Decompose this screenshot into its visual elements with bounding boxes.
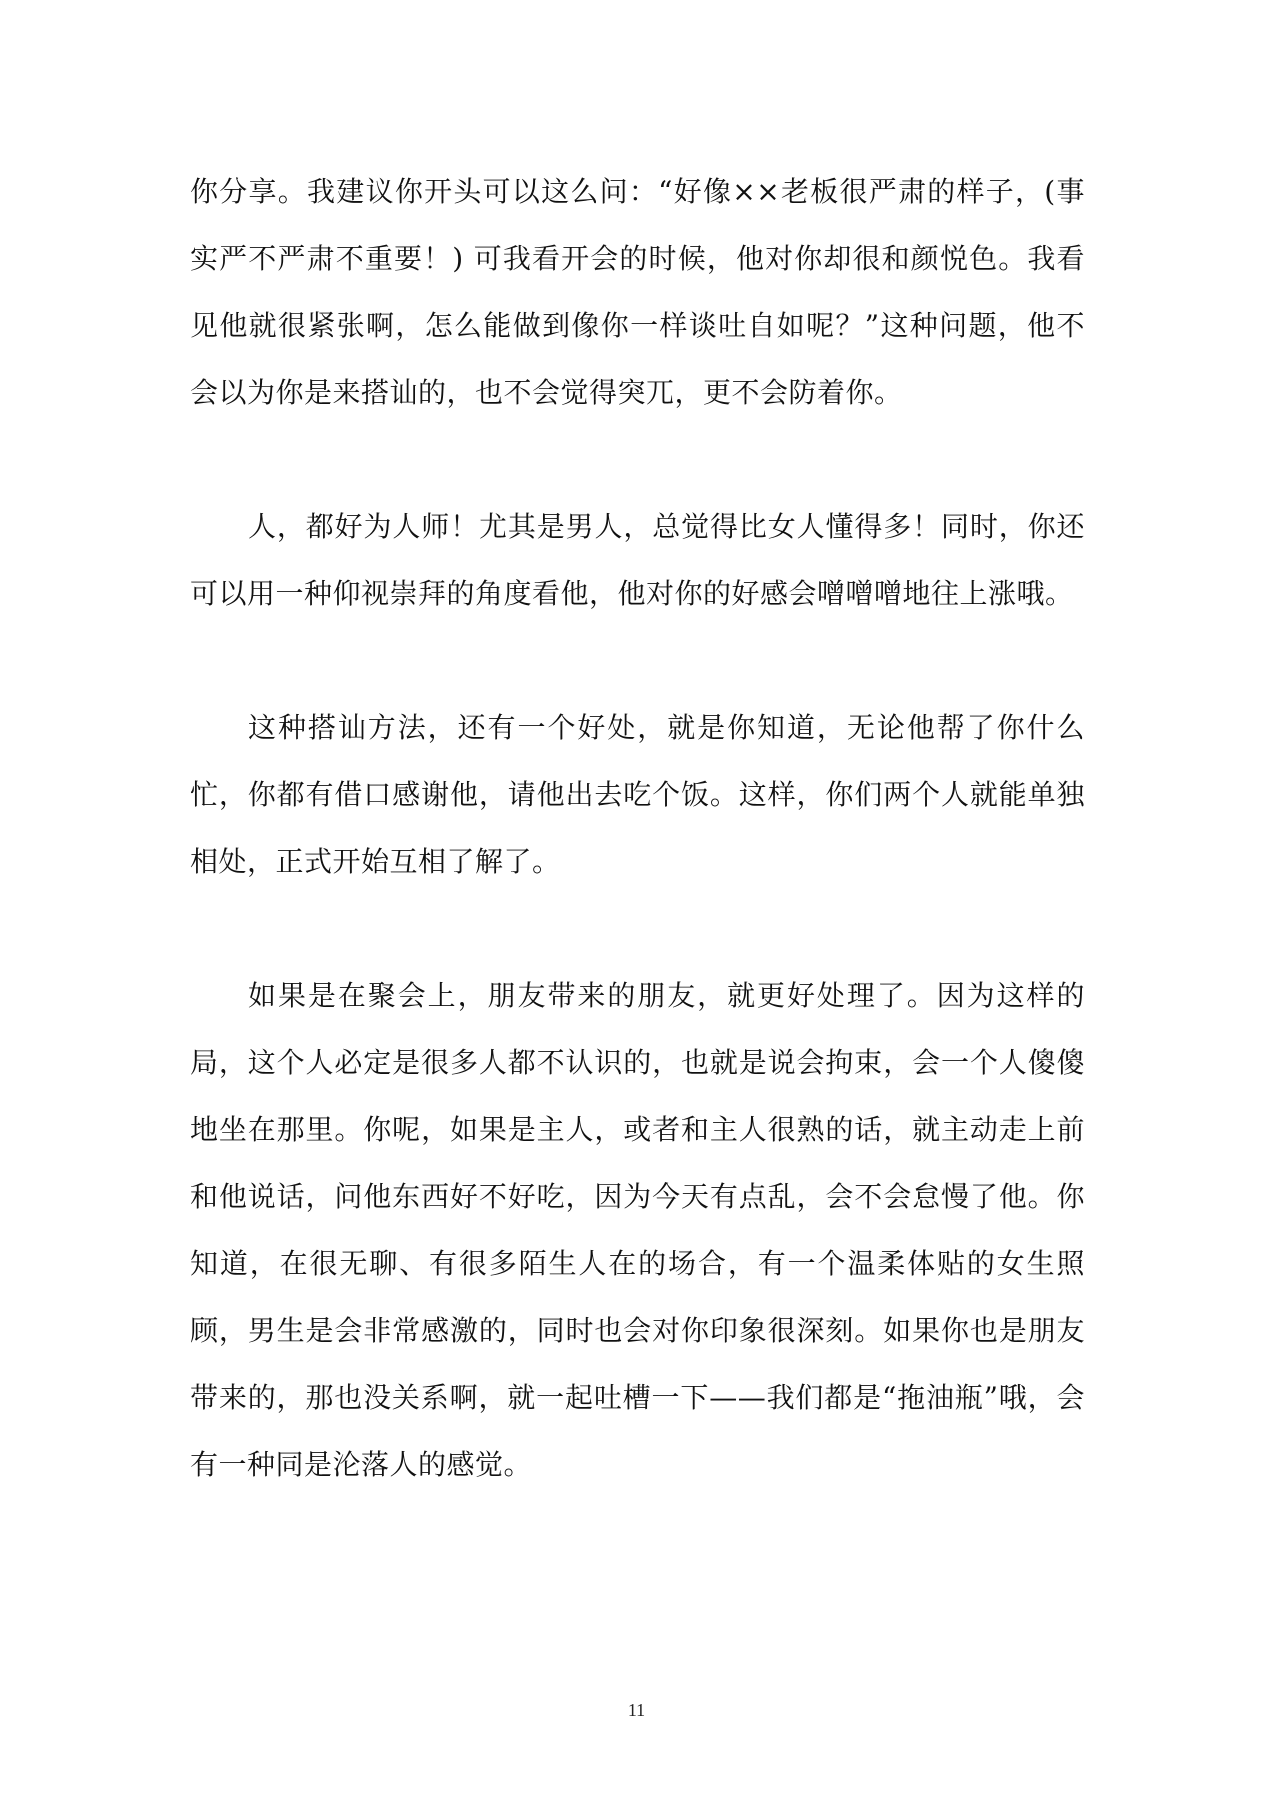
paragraph-spacer <box>190 895 1085 962</box>
paragraph-spacer <box>190 426 1085 493</box>
paragraph: 这种搭讪方法，还有一个好处，就是你知道，无论他帮了你什么忙，你都有借口感谢他，请他出去吃个饭。这样，你们两个人就能单独相处，正式开始互相了解了。 <box>190 711 1085 878</box>
page-number: 11 <box>627 1700 646 1720</box>
paragraph-continuation: 你分享。我建议你开头可以这么问：“好像××老板很严肃的样子，(事实严不严肃不重要！) 可我看开会的时候，他对你却很和颜悦色。我看见他就很紧张啊，怎么能做到像你一样谈吐自如呢？”这种问题，他不会以为你是来搭讪的，也不会觉得突兀，更不会防着你。 <box>190 175 1085 409</box>
document-body <box>190 158 1085 1498</box>
paragraph: 人，都好为人师！尤其是男人，总觉得比女人懂得多！同时，你还可以用一种仰视崇拜的角度看他，他对你的好感会噌噌噌地往上涨哦。 <box>190 510 1085 610</box>
paragraph: 如果是在聚会上，朋友带来的朋友，就更好处理了。因为这样的局，这个人必定是很多人都不认识的，也就是说会拘束，会一个人傻傻地坐在那里。你呢，如果是主人，或者和主人很熟的话，就主动走上前和他说话，问他东西好不好吃，因为今天有点乱，会不会怠慢了他。你知道，在很无聊、有很多陌生人在的场合，有一个温柔体贴的女生照顾，男生是会非常感激的，同时也会对你印象很深刻。如果你也是朋友带来的，那也没关系啊，就一起吐槽一下——我们都是“拖油瓶”哦，会有一种同是沦落人的感觉。 <box>190 979 1085 1481</box>
paragraph-spacer <box>190 627 1085 694</box>
